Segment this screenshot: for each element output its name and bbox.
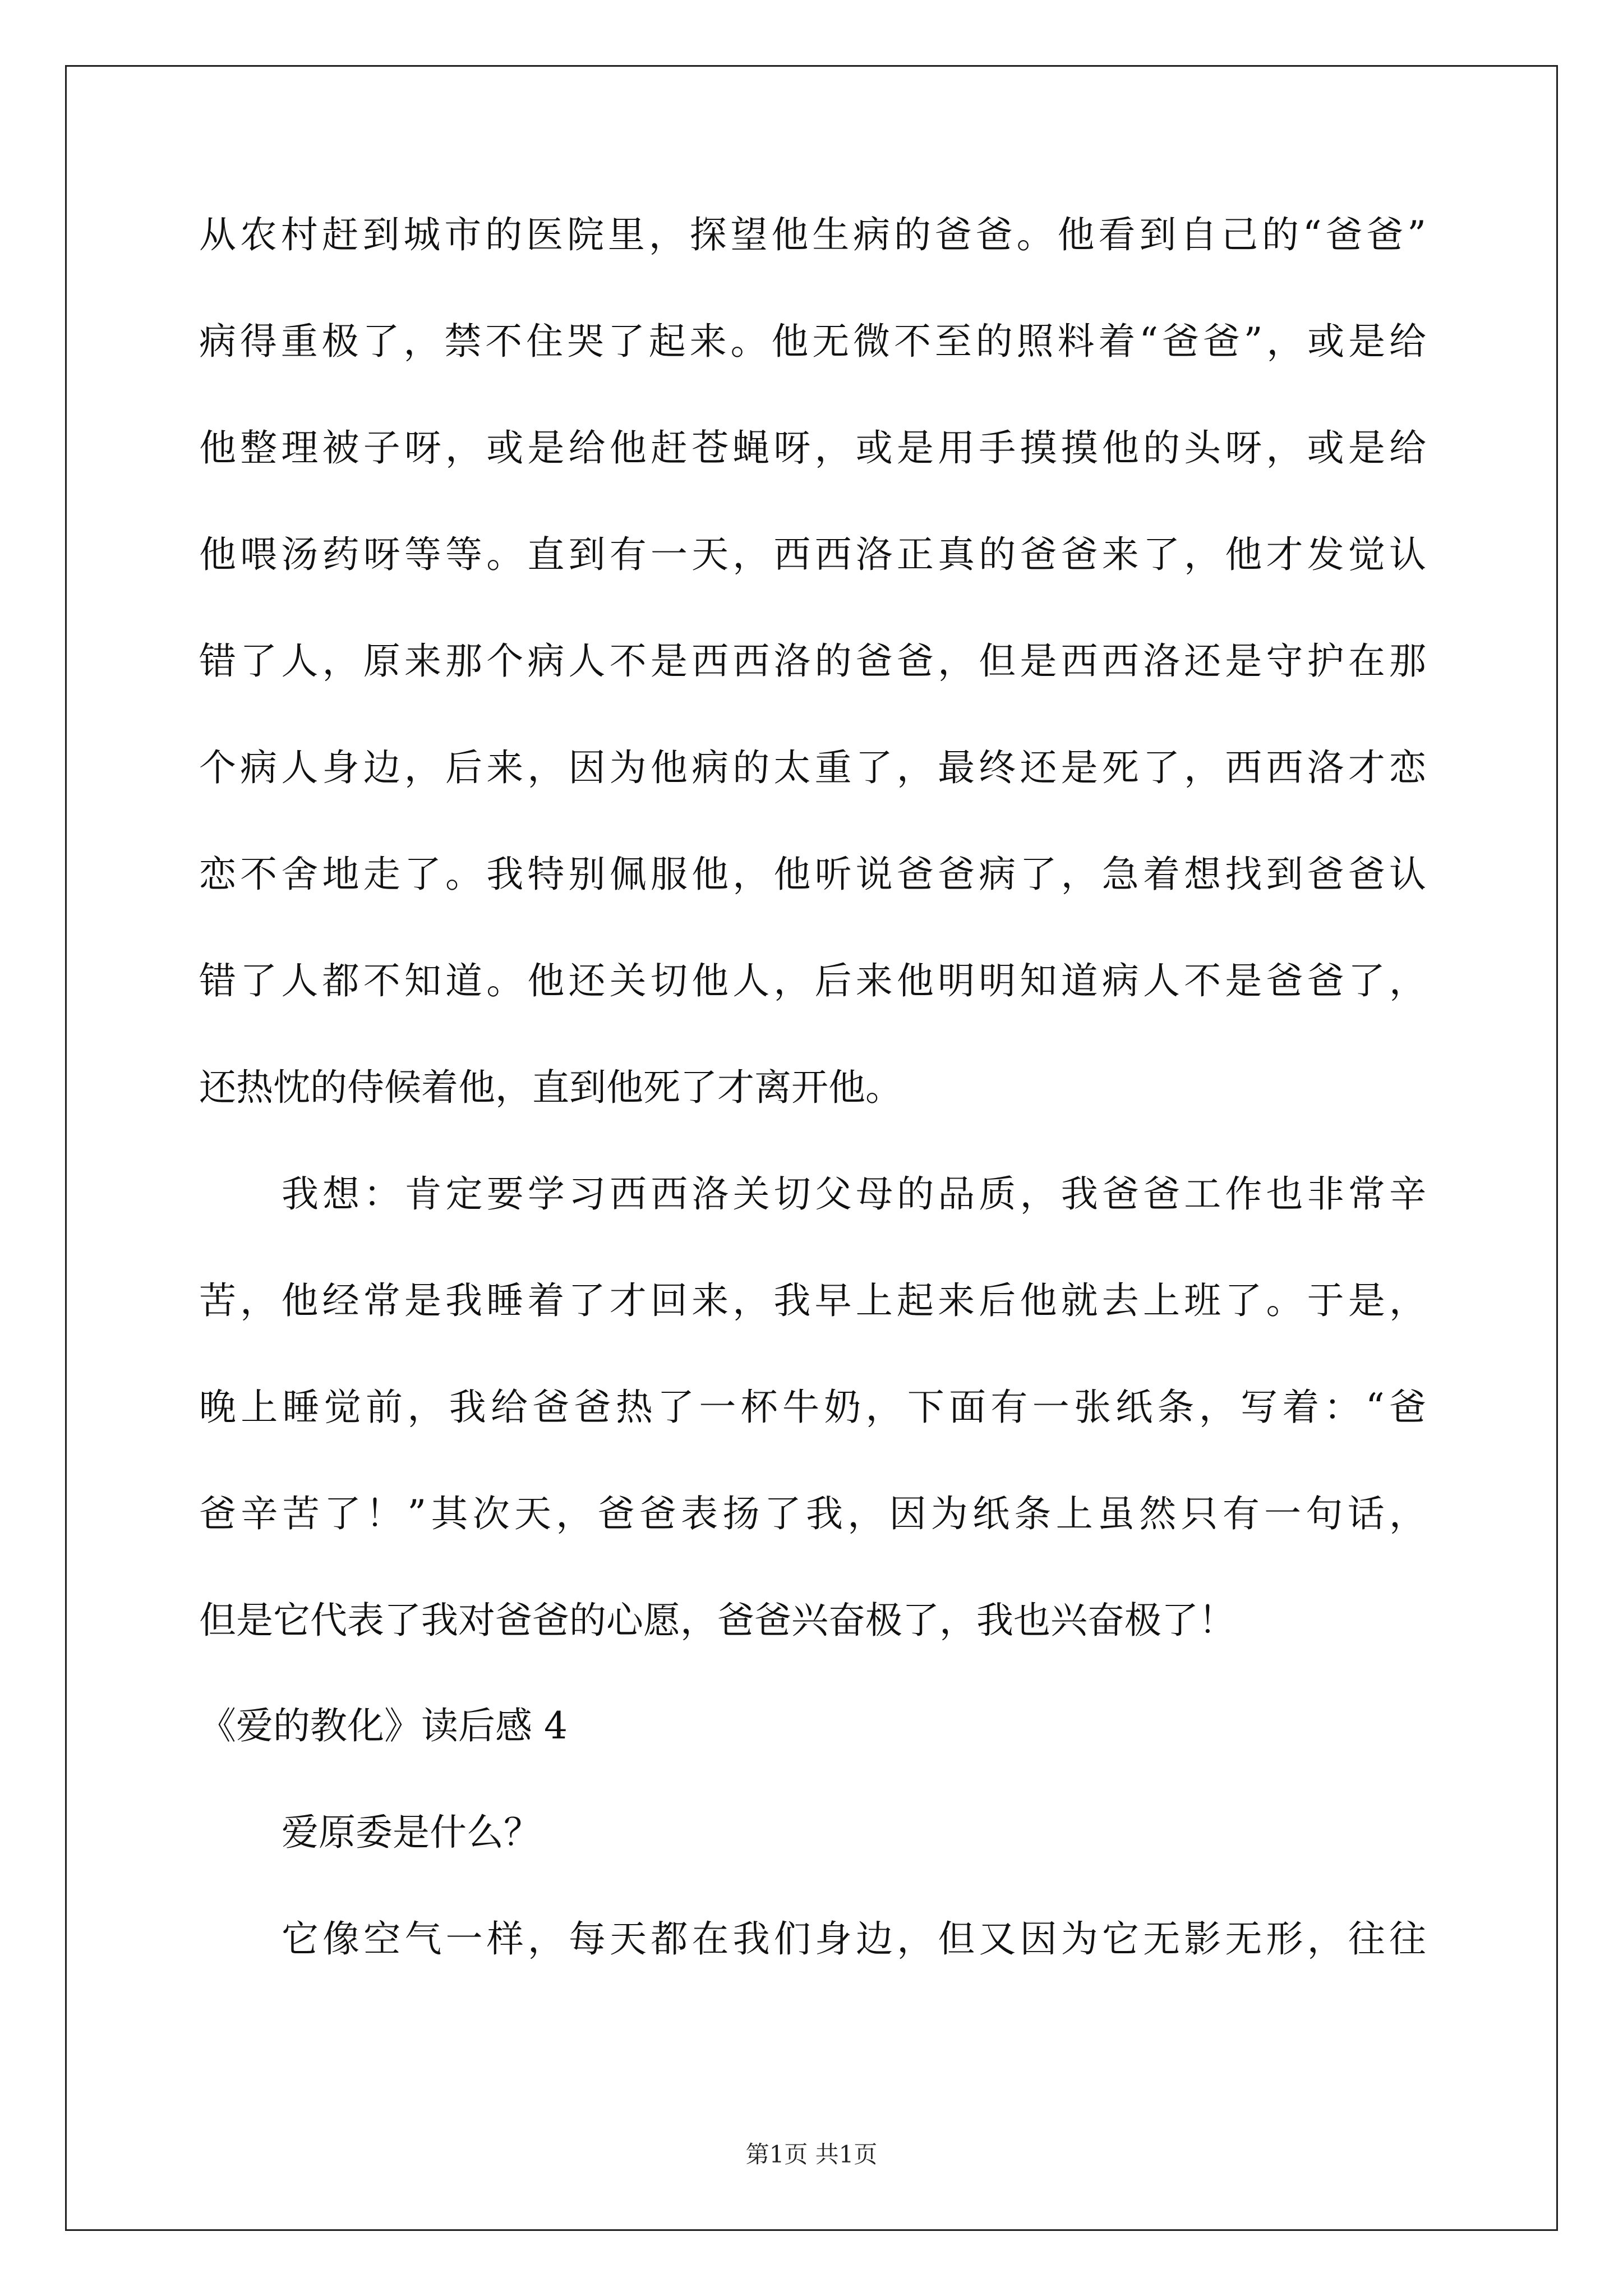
text-line: 他整理被子呀，或是给他赶苍蝇呀，或是用手摸摸他的头呀，或是给 [199, 426, 1426, 470]
section-title: 《爱的教化》读后感 4 [199, 1704, 568, 1747]
text-line: 他喂汤药呀等等。直到有一天，西西洛正真的爸爸来了，他才发觉认 [199, 533, 1426, 576]
text-line: 苦，他经常是我睡着了才回来，我早上起来后他就去上班了。于是， [199, 1279, 1426, 1322]
text-line: 但是它代表了我对爸爸的心愿，爸爸兴奋极了，我也兴奋极了！ [199, 1599, 1235, 1642]
text-line: 它像空气一样，每天都在我们身边，但又因为它无影无形，往往 [282, 1917, 1426, 1961]
text-line: 还热忱的侍候着他，直到他死了才离开他。 [199, 1066, 902, 1109]
text-line: 我想：肯定要学习西西洛关切父母的品质，我爸爸工作也非常辛 [282, 1172, 1426, 1216]
page-border [65, 65, 1558, 2231]
text-line: 错了人，原来那个病人不是西西洛的爸爸，但是西西洛还是守护在那 [199, 639, 1426, 683]
text-line: 错了人都不知道。他还关切他人，后来他明明知道病人不是爸爸了， [199, 959, 1426, 1002]
text-line: 从农村赶到城市的医院里，探望他生病的爸爸。他看到自己的“爸爸” [199, 213, 1426, 256]
text-line: 晚上睡觉前，我给爸爸热了一杯牛奶，下面有一张纸条，写着：“爸 [199, 1386, 1426, 1429]
text-line: 爸辛苦了！”其次天，爸爸表扬了我，因为纸条上虽然只有一句话， [199, 1492, 1426, 1535]
text-line: 爱原委是什么？ [282, 1811, 541, 1854]
page-footer: 第1页 共1页 [745, 2141, 878, 2168]
text-line: 病得重极了，禁不住哭了起来。他无微不至的照料着“爸爸”，或是给 [199, 320, 1426, 363]
text-line: 个病人身边，后来，因为他病的太重了，最终还是死了，西西洛才恋 [199, 746, 1426, 789]
text-line: 恋不舍地走了。我特别佩服他，他听说爸爸病了，急着想找到爸爸认 [199, 853, 1426, 896]
